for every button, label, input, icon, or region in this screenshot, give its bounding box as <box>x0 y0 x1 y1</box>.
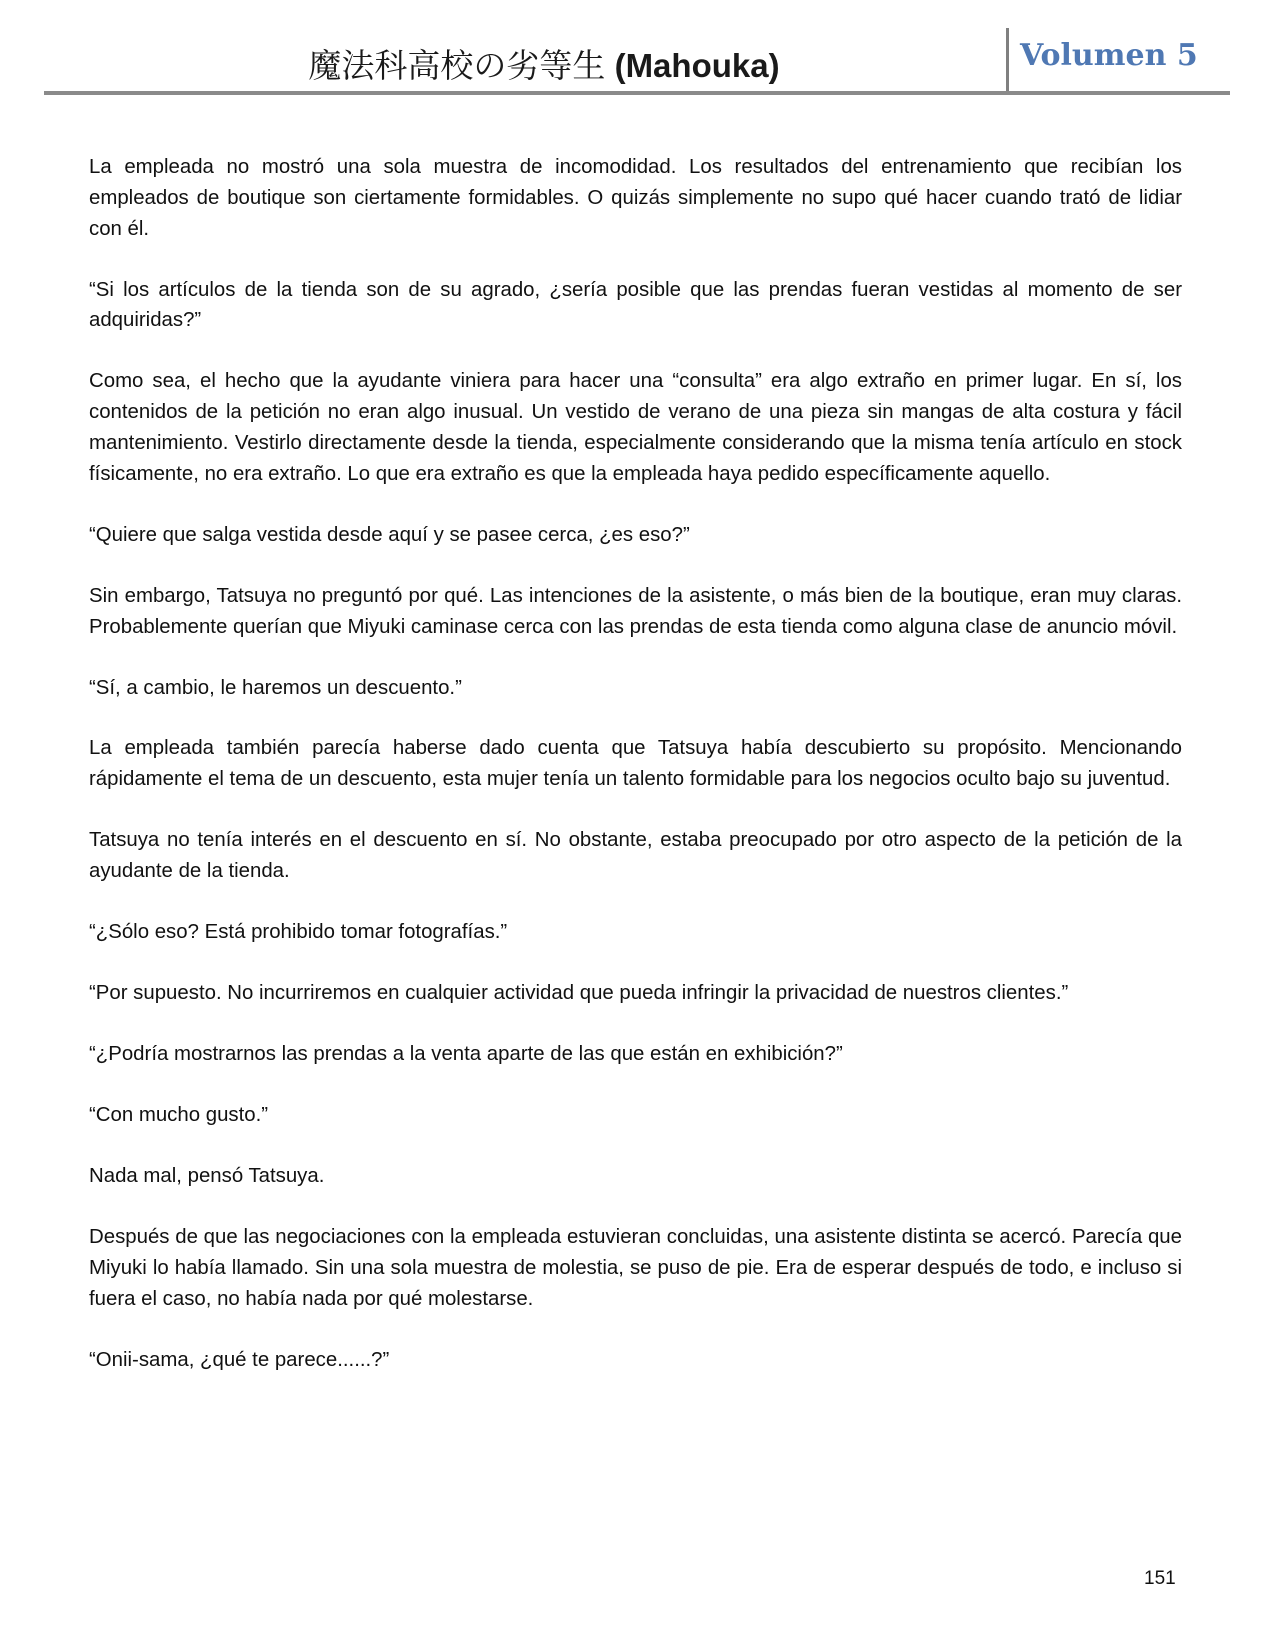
body-text <box>89 152 1182 1406</box>
paragraph: La empleada no mostró una sola muestra de incomodidad. Los resultados del entrenamiento que recibían los empleados de boutique son ciertamente formidables. O quizás simplemente no supo qué hacer cuando trató de lidiar con él. <box>89 156 1182 240</box>
volume-label: Volumen 5 <box>1020 38 1198 73</box>
paragraph: “¿Podría mostrarnos las prendas a la venta aparte de las que están en exhibición?” <box>89 1043 843 1066</box>
paragraph: Tatsuya no tenía interés en el descuento en sí. No obstante, estaba preocupado por otro aspecto de la petición de la ayudante de la tienda. <box>89 829 1182 883</box>
header-rule <box>44 91 1230 95</box>
paragraph: “Sí, a cambio, le haremos un descuento.” <box>89 676 462 699</box>
book-title <box>44 40 1044 87</box>
paragraph: Sin embargo, Tatsuya no preguntó por qué. Las intenciones de la asistente, o más bien de la boutique, eran muy claras. Probablemente querían que Miyuki caminase cerca con las prendas de esta tienda como alguna clase de anuncio móvil. <box>89 584 1182 638</box>
page-number: 151 <box>1144 1568 1176 1589</box>
paragraph: “Onii-sama, ¿qué te parece......?” <box>89 1348 390 1371</box>
book-title-japanese: 魔法科高校の劣等生 <box>308 47 606 84</box>
paragraph: La empleada también parecía haberse dado cuenta que Tatsuya había descubierto su propósito. Mencionando rápidamente el tema de un descuento, esta mujer tenía un talento formidable para los negocios oculto bajo su juventud. <box>89 737 1182 791</box>
paragraph: “Si los artículos de la tienda son de su agrado, ¿sería posible que las prendas fueran vestidas al momento de ser adquiridas?” <box>89 278 1182 332</box>
paragraph: Como sea, el hecho que la ayudante viniera para hacer una “consulta” era algo extraño en primer lugar. En sí, los contenidos de la petición no eran algo inusual. Un vestido de verano de una pieza sin mangas de alta costura y fácil mantenimiento. Vestirlo directamente desde la tienda, especialmente considerando que la misma tenía artículo en stock físicamente, no era extraño. Lo que era extraño es que la empleada haya pedido específicamente aquello. <box>89 370 1182 485</box>
header-divider <box>1006 28 1009 94</box>
paragraph: “Con mucho gusto.” <box>89 1104 269 1126</box>
paragraph: Nada mal, pensó Tatsuya. <box>89 1164 325 1187</box>
page-header <box>44 28 1230 94</box>
book-title-latin: (Mahouka) <box>614 47 780 84</box>
paragraph: Después de que las negociaciones con la empleada estuvieran concluidas, una asistente distinta se acercó. Parecía que Miyuki lo había llamado. Sin una sola muestra de molestia, se puso de pie. Era de esperar después de todo, e incluso si fuera el caso, no había nada por qué molestarse. <box>89 1225 1182 1310</box>
paragraph: “Por supuesto. No incurriremos en cualquier actividad que pueda infringir la privacidad de nuestros clientes.” <box>89 982 1069 1005</box>
paragraph: “¿Sólo eso? Está prohibido tomar fotografías.” <box>89 921 508 944</box>
paragraph: “Quiere que salga vestida desde aquí y se pasee cerca, ¿es eso?” <box>89 523 690 546</box>
